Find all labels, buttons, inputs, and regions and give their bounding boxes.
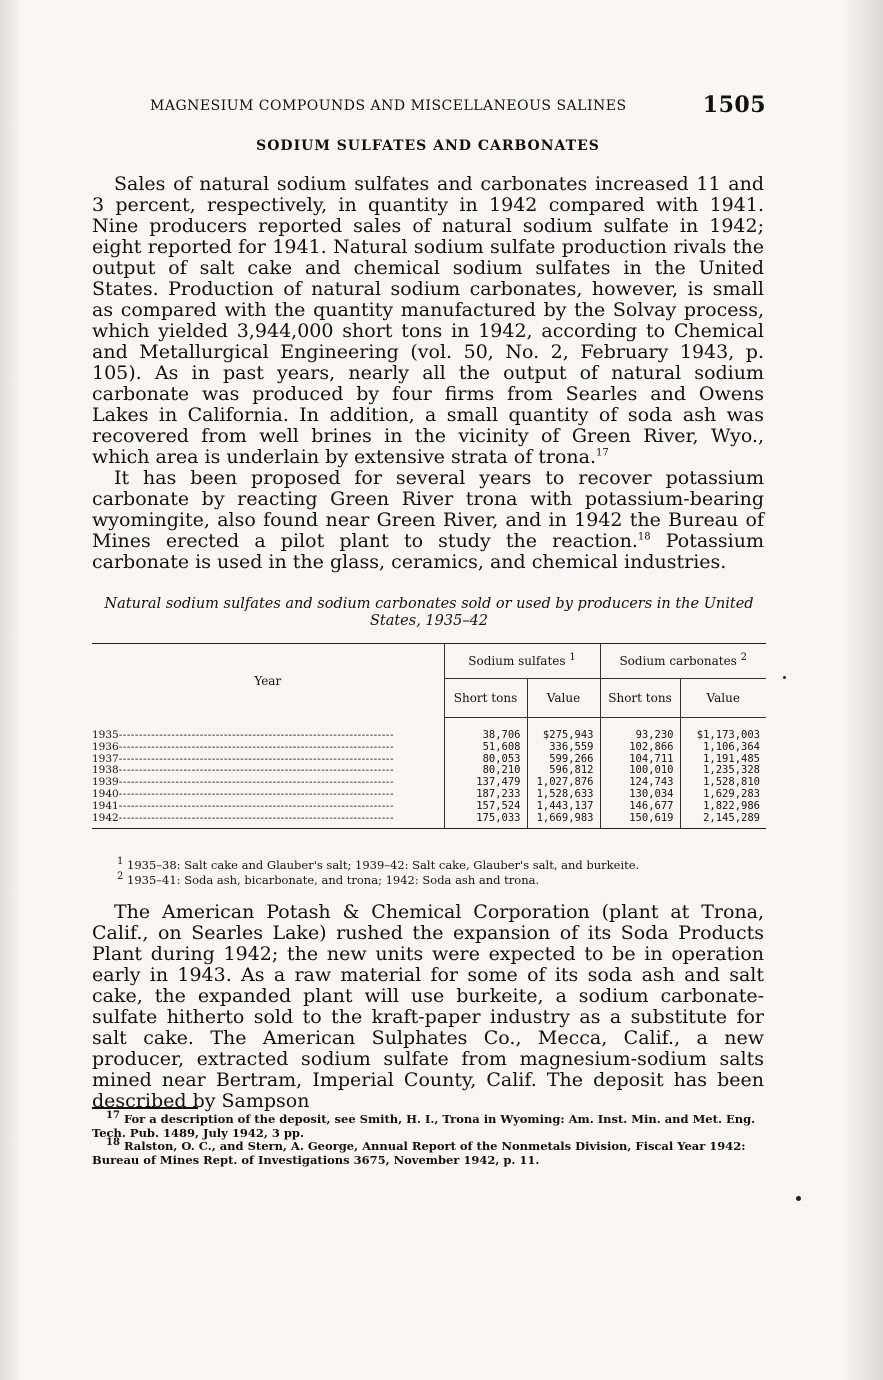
- carb-tons-cell: 124,743: [600, 777, 680, 789]
- footnote-17-ref: 17: [106, 1110, 120, 1122]
- year-column-header: Year: [92, 644, 444, 718]
- sulf-value-cell: 599,266: [527, 754, 600, 766]
- carb-value-cell: 1,235,328: [680, 765, 766, 777]
- table-note-2: [117, 873, 639, 888]
- sulf-tons-cell: 187,233: [444, 789, 527, 801]
- footnote-17-text: For a description of the deposit, see Smith, H. I., Trona in Wyoming: Am. Inst. Min. and Met. Eng. Tech. Pub. 1489, July 1942, 3 pp.: [92, 1112, 756, 1140]
- sulf-value-cell: 1,027,876: [527, 777, 600, 789]
- year-cell: [92, 801, 444, 813]
- sulf-value-cell: 1,669,983: [527, 813, 600, 829]
- running-header: [150, 92, 766, 122]
- carb-tons-cell: 102,866: [600, 742, 680, 754]
- sodium-sulfates-header: [444, 644, 600, 679]
- footnote-ref-18: 18: [637, 531, 651, 543]
- carb-tons-cell: 104,711: [600, 754, 680, 766]
- data-table: [92, 643, 766, 829]
- footnote-17: [92, 1110, 768, 1140]
- sulf-value-cell: 1,528,633: [527, 789, 600, 801]
- table-body: [92, 718, 766, 829]
- sulf-tons-cell: 175,033: [444, 813, 527, 829]
- leader-dots: --------------------------------------------------------------------: [118, 765, 394, 777]
- paragraph-2-text: It has been proposed for several years to recover potassium carbonate by reacting Green River trona with potassium-bearing wyomingite, also found near Green River, and in 1942 the Bureau of Mines erected a pilot plant to study the reaction.: [92, 467, 764, 552]
- year-label: 1939: [92, 776, 119, 789]
- sulf-value-cell: 336,559: [527, 742, 600, 754]
- leader-dots: --------------------------------------------------------------------: [118, 777, 394, 789]
- sulf-tons-cell: 137,479: [444, 777, 527, 789]
- sulf-tons-cell: 51,608: [444, 742, 527, 754]
- section-title: SODIUM SULFATES AND CARBONATES: [256, 138, 600, 154]
- year-cell: [92, 718, 444, 742]
- sulf-value-cell: 596,812: [527, 765, 600, 777]
- leader-dots: --------------------------------------------------------------------: [118, 812, 394, 824]
- carb-value-cell: 1,822,986: [680, 801, 766, 813]
- carbonates-short-tons-header: Short tons: [600, 679, 680, 718]
- carb-tons-cell: 150,619: [600, 813, 680, 829]
- footnote-ref-17: 17: [596, 447, 609, 459]
- carb-value-cell: 1,191,485: [680, 754, 766, 766]
- leader-dots: --------------------------------------------------------------------: [118, 729, 394, 741]
- year-label: 1941: [92, 799, 119, 812]
- year-cell: [92, 765, 444, 777]
- leader-dots: --------------------------------------------------------------------: [118, 788, 394, 800]
- footnotes: [92, 1110, 768, 1167]
- sodium-sulfates-label: Sodium sulfates: [468, 654, 566, 668]
- paragraph-2-tail: Potassium carbonate is used in the glass, ceramics, and chemical industries.: [92, 530, 764, 573]
- carb-value-cell: 1,106,364: [680, 742, 766, 754]
- table-row: [92, 813, 766, 829]
- year-cell: [92, 813, 444, 829]
- sulf-tons-cell: 157,524: [444, 801, 527, 813]
- table-note-ref-1: 1: [569, 652, 576, 663]
- year-label: 1936: [92, 740, 119, 753]
- carb-value-cell: $1,173,003: [680, 718, 766, 742]
- sulfates-value-header: Value: [527, 679, 600, 718]
- carb-value-cell: 1,629,283: [680, 789, 766, 801]
- table-note-1-text: 1935–38: Salt cake and Glauber's salt; 1939–42: Salt cake, Glauber's salt, and burkeite.: [127, 858, 640, 872]
- scan-speck: [783, 676, 786, 679]
- scan-speck: [796, 1196, 801, 1201]
- sodium-carbonates-header: [600, 644, 766, 679]
- table-caption: Natural sodium sulfates and sodium carbonates sold or used by producers in the United States, 1935–42: [104, 596, 754, 629]
- paragraph-3: The American Potash & Chemical Corporation (plant at Trona, Calif., on Searles Lake) rushed the expansion of its Soda Products Plant during 1942; the new units were expected to be in operation early in 1943. As a raw material for some of its soda ash and salt cake, the expanded plant will use burkeite, a sodium carbonate-sulfate hitherto sold to the kraft-paper industry as a substitute for salt cake. The American Sulphates Co., Mecca, Calif., a new producer, extracted sodium sulfate from magnesium-sodium salts mined near Bertram, Imperial County, Calif. The deposit has been described by Sampson: [92, 901, 764, 1112]
- year-label: 1935: [92, 728, 119, 741]
- year-label: 1940: [92, 787, 119, 800]
- table-row: [92, 718, 766, 742]
- sulf-value-cell: 1,443,137: [527, 801, 600, 813]
- sulf-tons-cell: 38,706: [444, 718, 527, 742]
- running-title: MAGNESIUM COMPOUNDS AND MISCELLANEOUS SALINES: [150, 98, 627, 114]
- footnote-18-ref: 18: [106, 1137, 120, 1149]
- paragraph-2: [92, 468, 764, 573]
- paragraph-1: [92, 174, 764, 468]
- carb-tons-cell: 93,230: [600, 718, 680, 742]
- leader-dots: --------------------------------------------------------------------: [118, 753, 394, 765]
- footnote-18: [92, 1137, 768, 1167]
- sulf-value-cell: $275,943: [527, 718, 600, 742]
- table-row: [92, 801, 766, 813]
- table-note-2-text: 1935–41: Soda ash, bicarbonate, and trona; 1942: Soda ash and trona.: [127, 873, 540, 887]
- year-label: 1937: [92, 752, 119, 765]
- table-row: [92, 742, 766, 754]
- leader-dots: --------------------------------------------------------------------: [118, 741, 394, 753]
- carb-tons-cell: 130,034: [600, 789, 680, 801]
- table-note-2-ref: 2: [117, 871, 124, 883]
- carb-tons-cell: 146,677: [600, 801, 680, 813]
- year-cell: [92, 789, 444, 801]
- table-note-ref-2: 2: [740, 652, 748, 663]
- table-note-1: [117, 858, 639, 873]
- sulf-tons-cell: 80,053: [444, 754, 527, 766]
- scan-shadow-left: [0, 0, 22, 1380]
- year-label: 1938: [92, 764, 119, 777]
- year-cell: [92, 742, 444, 754]
- sulf-tons-cell: 80,210: [444, 765, 527, 777]
- scan-shadow-right: [843, 0, 883, 1380]
- sulfates-short-tons-header: Short tons: [444, 679, 527, 718]
- carbonates-value-header: Value: [680, 679, 766, 718]
- footnote-18-text: Ralston, O. C., and Stern, A. George, Annual Report of the Nonmetals Division, Fiscal Year 1942: Bureau of Mines Rept. of Investigations 3675, November 1942, p. 11.: [92, 1139, 746, 1167]
- year-cell: [92, 754, 444, 766]
- table-note-1-ref: 1: [117, 856, 124, 868]
- leader-dots: --------------------------------------------------------------------: [118, 800, 394, 812]
- footnote-rule: [92, 1107, 198, 1109]
- table-row: [92, 789, 766, 801]
- year-cell: [92, 777, 444, 789]
- carb-value-cell: 1,528,810: [680, 777, 766, 789]
- paragraph-1-text: Sales of natural sodium sulfates and carbonates increased 11 and 3 percent, respectively, in quantity in 1942 compared with 1941. Nine producers reported sales of natural sodium sulfate in 1942; eight reported for 1941. Natural sodium sulfate production rivals the output of salt cake and chemical sodium sulfates in the United States. Production of natural sodium carbonates, however, is small as compared with the quantity manufactured by the Solvay process, which yielded 3,944,000 short tons in 1942, according to Chemical and Metallurgical Engineering (vol. 50, No. 2, February 1943, p. 105). As in past years, nearly all the output of natural sodium carbonate was produced by four firms from Searles and Owens Lakes in California. In addition, a small quantity of soda ash was recovered from well brines in the vicinity of Green River, Wyo., which area is underlain by extensive strata of trona.: [92, 173, 764, 468]
- carb-value-cell: 2,145,289: [680, 813, 766, 829]
- table-notes: [117, 858, 639, 888]
- sodium-carbonates-label: Sodium carbonates: [619, 654, 737, 668]
- page-number: 1505: [702, 92, 766, 118]
- carb-tons-cell: 100,010: [600, 765, 680, 777]
- year-label: 1942: [92, 811, 119, 824]
